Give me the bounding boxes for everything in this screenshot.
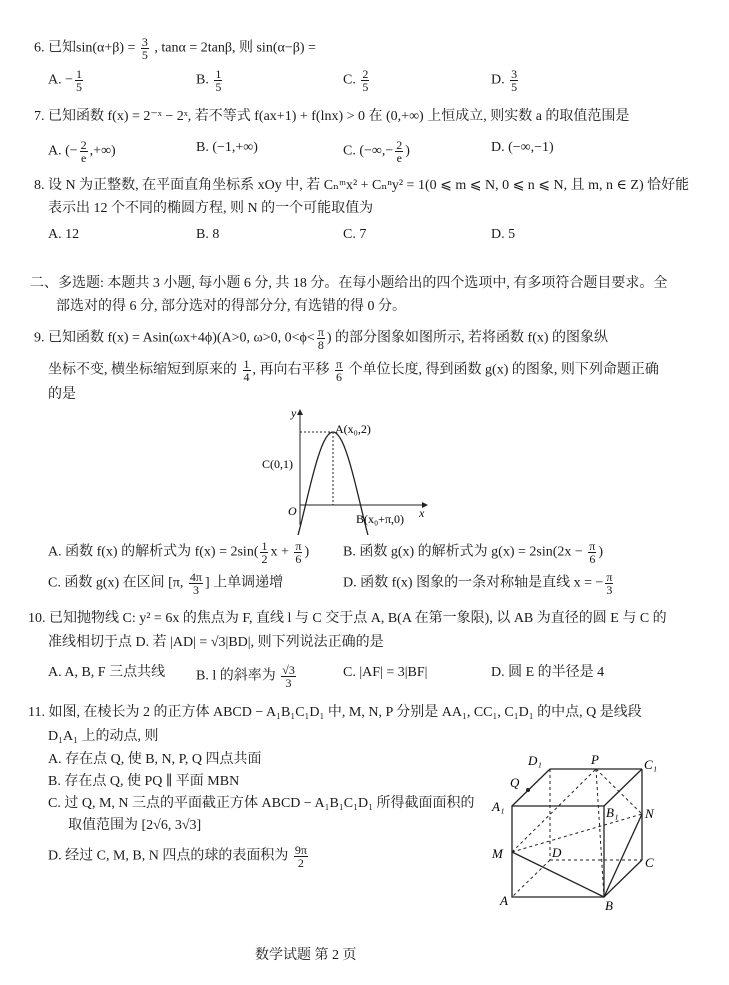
- text-run: 个单位长度, 得到函数 g(x) 的图象, 则下列命题正确: [345, 362, 659, 378]
- fraction: [294, 844, 308, 869]
- text-run: D.: [491, 72, 509, 88]
- page-footer: 数学试题 第 2 页: [255, 948, 357, 963]
- label-q: Q: [510, 775, 520, 790]
- label-a1: A₁: [492, 799, 505, 814]
- q8-stem-line2: [48, 200, 373, 218]
- label-n: N: [645, 806, 654, 821]
- text-run: B. 函数 g(x) 的解析式为 g(x) = 2sin(2x −: [343, 544, 587, 560]
- text-run: C. (−∞,−: [343, 143, 394, 159]
- q9-option-d: [343, 571, 615, 596]
- fraction: [80, 139, 88, 164]
- label-b1: B₁: [606, 805, 619, 820]
- label-m: M: [492, 846, 503, 861]
- q11-stem-line1: [28, 704, 642, 722]
- text-run: , tanα = 2tanβ, 则 sin(α−β) =: [150, 40, 316, 56]
- fraction: [361, 68, 369, 93]
- q6-option-c: [343, 68, 371, 93]
- q11-option-a: [48, 751, 262, 769]
- q10-stem-line2: [48, 634, 384, 652]
- origin-label: O: [288, 504, 297, 518]
- numerator: π: [606, 570, 613, 584]
- numerator: 3: [511, 67, 518, 81]
- numerator: 2: [80, 138, 87, 152]
- denominator: 5: [141, 48, 148, 62]
- denominator: 4: [243, 370, 250, 384]
- numerator: π: [589, 539, 596, 553]
- q9-option-c: [48, 571, 283, 596]
- text-run: 取值范围为 [2√6, 3√3]: [68, 818, 202, 833]
- q9-option-a: [48, 540, 309, 565]
- q11-option-d: [48, 844, 310, 869]
- denominator: 3: [285, 676, 292, 690]
- q8-option-d: [491, 226, 515, 244]
- q9-stem-line2: [48, 358, 659, 383]
- text-run: D₁A₁ 上的动点, 则: [48, 729, 159, 744]
- point-q-dot: [526, 788, 530, 792]
- denominator: 6: [589, 552, 596, 566]
- fraction: [510, 68, 518, 93]
- q11-option-c-line1: [48, 795, 474, 813]
- text-run: 9. 已知函数 f(x) = Asin(ωx+4ϕ)(A>0, ω>0, 0<ϕ<: [34, 330, 315, 346]
- q8-option-c: [343, 226, 366, 244]
- text-run: B.: [196, 72, 213, 88]
- edge-b1-c1: [604, 769, 642, 806]
- fraction: [75, 68, 83, 93]
- denominator: 3: [192, 583, 199, 597]
- text-run: 准线相切于点 D. 若 |AD| = √3|BD|, 则下列说法正确的是: [48, 635, 384, 650]
- text-run: B. (−1,+∞): [196, 140, 258, 155]
- section2-heading-line2: [56, 298, 406, 316]
- label-c: C: [645, 855, 654, 870]
- text-run: A. A, B, F 三点共线: [48, 665, 166, 680]
- label-d1: D₁: [528, 753, 542, 768]
- text-run: A. 12: [48, 227, 80, 242]
- q7-option-a: [48, 139, 116, 164]
- fraction: [141, 36, 149, 61]
- q10-stem-line1: [28, 610, 667, 628]
- text-run: D. 圆 E 的半径是 4: [491, 665, 605, 680]
- q8-option-a: [48, 226, 79, 244]
- point-b-label: B(x₀+π,0): [356, 512, 405, 526]
- text-run: D. (−∞,−1): [491, 140, 554, 155]
- q7-option-c: [343, 139, 410, 164]
- text-run: C. 7: [343, 227, 367, 242]
- denominator: e: [396, 151, 402, 165]
- text-run: D. 经过 C, M, B, N 四点的球的表面积为: [48, 848, 292, 864]
- denominator: 5: [215, 80, 222, 94]
- fraction: [294, 540, 302, 565]
- numerator: √3: [282, 663, 295, 677]
- q9-option-b: [343, 540, 603, 565]
- numerator: 1: [76, 67, 83, 81]
- q10-option-c: [343, 664, 427, 682]
- point-c-label: C(0,1): [262, 457, 293, 471]
- numerator: 1: [243, 357, 250, 371]
- numerator: 1: [261, 539, 268, 553]
- text-run: 8. 设 N 为正整数, 在平面直角坐标系 xOy 中, 若 Cₙᵐx² + Cₙⁿy² = 1(0 ⩽ m ⩽ N, 0 ⩽ n ⩽ N, 且 m, n ∈ Z) 恰好能: [34, 178, 690, 193]
- segment-p-b: [596, 769, 604, 897]
- denominator: e: [81, 151, 87, 165]
- text-run: B. 存在点 Q, 使 PQ ∥ 平面 MBN: [48, 774, 240, 789]
- text-run: 二、多选题: 本题共 3 小题, 每小题 6 分, 共 18 分。在每小题给出的四个选项中, 有多项符合题目要求。全: [30, 276, 668, 291]
- denominator: 8: [317, 338, 324, 352]
- q10-option-a: [48, 664, 165, 682]
- text-run: ): [598, 544, 604, 560]
- fraction: [395, 139, 403, 164]
- numerator: π: [295, 539, 302, 553]
- q6-option-d: [491, 68, 520, 93]
- text-run: ) 的部分图象如图所示, 若将函数 f(x) 的图象纵: [326, 330, 609, 346]
- q6-option-b: [196, 68, 224, 93]
- text-run: 部选对的得 6 分, 部分选对的得部分分, 有选错的得 0 分。: [56, 299, 406, 314]
- q8-stem-line1: [34, 177, 689, 195]
- fraction: [335, 358, 343, 383]
- text-run: A. (−: [48, 143, 78, 159]
- text-run: 7. 已知函数 f(x) = 2⁻ˣ − 2ˣ, 若不等式 f(ax+1) + f(lnx) > 0 在 (0,+∞) 上恒成立, 则实数 a 的取值范围是: [34, 109, 630, 124]
- label-a: A: [500, 893, 508, 908]
- q7-option-d: [491, 139, 554, 157]
- fraction: [189, 571, 203, 596]
- text-run: B. l 的斜率为: [196, 668, 280, 684]
- numerator: 2: [396, 138, 403, 152]
- q11-option-c-line2: [68, 817, 201, 835]
- text-run: A. 函数 f(x) 的解析式为 f(x) = 2sin(: [48, 544, 259, 560]
- denominator: 5: [362, 80, 369, 94]
- edge-b-c: [604, 860, 642, 897]
- numerator: π: [336, 357, 343, 371]
- q9-stem-line1: [34, 326, 608, 351]
- fraction: [317, 326, 325, 351]
- numerator: 4π: [189, 570, 202, 584]
- hidden-edge-d-a: [512, 860, 550, 897]
- q9-function-graph: [255, 400, 445, 535]
- numerator: 3: [141, 35, 148, 49]
- q9-stem-line3: [48, 386, 76, 404]
- fraction: [214, 68, 222, 93]
- y-axis-label: y: [291, 406, 297, 420]
- segment-n-b: [604, 814, 642, 897]
- text-run: ] 上单调递增: [204, 575, 284, 591]
- denominator: 3: [606, 583, 613, 597]
- text-run: 6. 已知sin(α+β) =: [34, 40, 139, 56]
- label-p: P: [591, 752, 599, 767]
- text-run: 的是: [48, 387, 76, 402]
- denominator: 5: [76, 80, 83, 94]
- numerator: 1: [215, 67, 222, 81]
- text-run: B. 8: [196, 227, 220, 242]
- section2-heading-line1: [30, 275, 667, 293]
- text-run: D. 5: [491, 227, 516, 242]
- numerator: 9π: [294, 843, 307, 857]
- fraction: [260, 540, 268, 565]
- text-run: 坐标不变, 横坐标缩短到原来的: [48, 362, 241, 378]
- text-run: A. 存在点 Q, 使 B, N, P, Q 四点共面: [48, 752, 262, 767]
- denominator: 5: [511, 80, 518, 94]
- q8-option-b: [196, 226, 219, 244]
- fraction: [605, 571, 613, 596]
- q11-option-b: [48, 773, 239, 791]
- segment-m-n: [512, 814, 642, 852]
- text-run: x +: [270, 544, 293, 560]
- q11-stem-line2: [48, 728, 158, 746]
- text-run: ,+∞): [89, 143, 116, 159]
- text-run: 11. 如图, 在棱长为 2 的正方体 ABCD − A₁B₁C₁D₁ 中, M, N, P 分别是 AA₁, CC₁, C₁D₁ 的中点, Q 是线段: [28, 705, 642, 720]
- q10-option-d: [491, 664, 604, 682]
- text-run: ): [405, 143, 410, 159]
- fraction: [588, 540, 596, 565]
- q6-stem: [34, 36, 316, 61]
- text-run: C. 函数 g(x) 在区间 [π,: [48, 575, 187, 591]
- numerator: 2: [362, 67, 369, 81]
- denominator: 6: [295, 552, 302, 566]
- denominator: 2: [297, 856, 304, 870]
- x-axis-label: x: [419, 506, 425, 520]
- label-c1: C₁: [644, 757, 658, 772]
- denominator: 2: [261, 552, 268, 566]
- q10-option-b: [196, 664, 298, 689]
- text-run: C.: [343, 72, 360, 88]
- label-d: D: [552, 845, 562, 860]
- denominator: 6: [336, 370, 343, 384]
- fraction: [281, 664, 296, 689]
- q7-stem: [34, 108, 629, 126]
- fraction: [243, 358, 251, 383]
- text-run: C. 过 Q, M, N 三点的平面截正方体 ABCD − A₁B₁C₁D₁ 所得截面面积的: [48, 796, 475, 811]
- text-run: 10. 已知抛物线 C: y² = 6x 的焦点为 F, 直线 l 与 C 交于点 A, B(A 在第一象限), 以 AB 为直径的圆 E 与 C 的: [28, 611, 667, 626]
- text-run: C. |AF| = 3|BF|: [343, 665, 428, 680]
- text-run: D. 函数 f(x) 图象的一条对称轴是直线 x = −: [343, 575, 604, 591]
- point-a-label: A(x₀,2): [335, 422, 371, 436]
- label-b: B: [605, 898, 613, 913]
- q7-option-b: [196, 139, 258, 157]
- text-run: ): [304, 544, 310, 560]
- text-run: 表示出 12 个不同的椭圆方程, 则 N 的一个可能取值为: [48, 201, 374, 216]
- text-run: , 再向右平移: [252, 362, 333, 378]
- numerator: π: [317, 325, 324, 339]
- q11-cube-figure: [480, 745, 680, 920]
- q6-option-a: [48, 68, 85, 93]
- text-run: A. −: [48, 72, 74, 88]
